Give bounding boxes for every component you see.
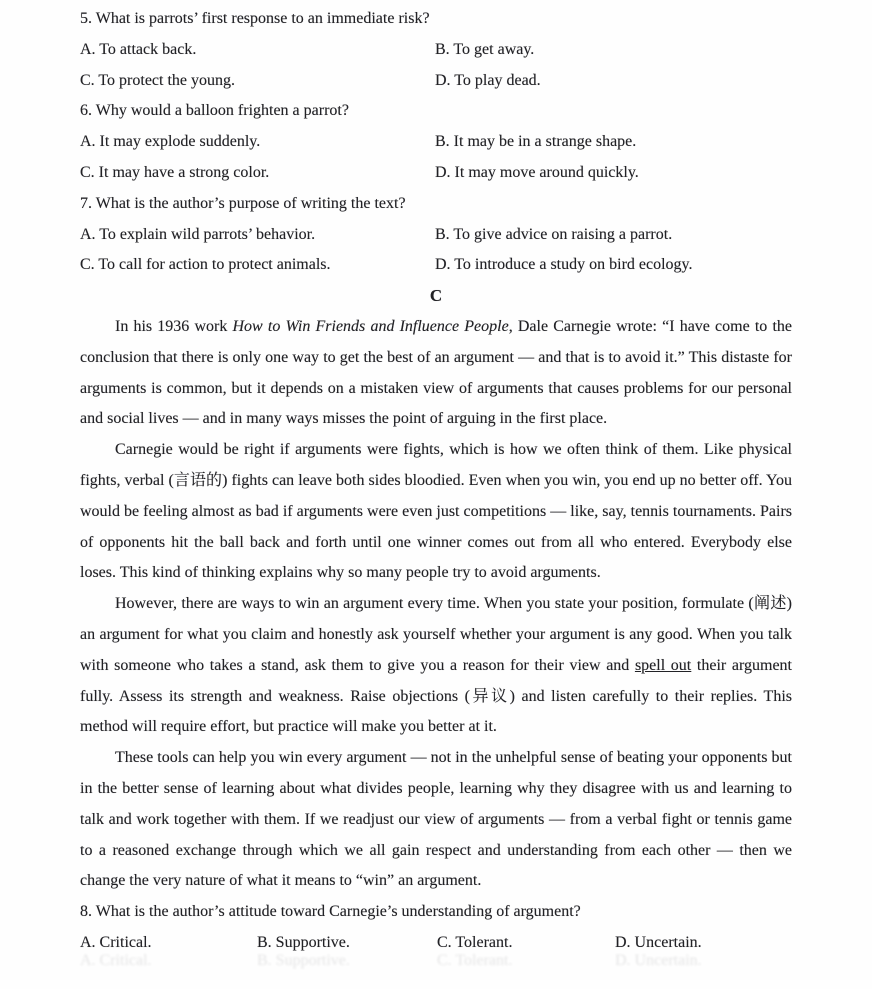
underlined-term: spell out [634,656,692,674]
question-7-stem: 7. What is the author’s purpose of writing the text? [80,194,406,212]
exam-content [80,4,792,959]
paragraph-3-post: their argument fully. Assess its strength and weakness. Raise objections (异议) and listen carefully to their replies. This method will require effort, but practice will make you better at it. [80,656,792,736]
question-5-option-c: C. To protect the young. [80,71,236,89]
passage-paragraph-4: These tools can help you win every argument — not in the unhelpful sense of beating your opponents but in the better sense of learning about what divides people, learning why they disagree with us and learning to talk and work together with them. If we readjust our view of arguments — from a verbal fight or tennis game to a reasoned exchange through which we all gain respect and understanding from each other — then we change the very nature of what it means to “win” an argument. [80,749,792,890]
question-7-option-b: B. To give advice on raising a parrot. [435,225,673,243]
passage-paragraph-2: Carnegie would be right if arguments were fights, which is how we often think of them. Like physical fights, verbal (言语的) fights can leave both sides bloodied. Even when you win, you end up no better off. You would be feeling almost as bad if arguments were even just competitions — like, say, tennis tournaments. Pairs of opponents hit the ball back and forth until one winner comes out from all who entered. Everybody else loses. This kind of thinking explains why so many people try to avoid arguments. [80,441,792,582]
paragraph-1-pre: In his 1936 work [115,317,233,335]
passage-paragraph-1 [80,312,792,435]
question-7-option-a: A. To explain wild parrots’ behavior. [80,225,316,243]
scan-ghost-option-d: D. Uncertain. [615,952,702,969]
question-6-option-c: C. It may have a strong color. [80,163,270,181]
question-8-option-b: B. Supportive. [257,933,350,951]
question-8-stem: 8. What is the author’s attitude toward Carnegie’s understanding of argument? [80,903,581,921]
question-5-option-d: D. To play dead. [435,71,541,89]
question-7-option-d: D. To introduce a study on bird ecology. [435,256,693,274]
book-title: How to Win Friends and Influence People [232,317,509,335]
question-6-option-d: D. It may move around quickly. [435,163,639,181]
passage-paragraph-3 [80,589,792,743]
question-5-option-a: A. To attack back. [80,40,197,58]
question-6-option-b: B. It may be in a strange shape. [435,133,637,151]
question-8-option-d: D. Uncertain. [615,933,702,951]
question-7-options-row-2 [80,250,792,281]
question-7-options-row-1 [80,220,792,251]
scan-ghost-option-c: C. Tolerant. [437,952,513,969]
question-6-stem: 6. Why would a balloon frighten a parrot? [80,102,349,120]
paragraph-1-post: , Dale Carnegie wrote: “I have come to the conclusion that there is only one way to get the best of an argument — and that is to avoid it.” This distaste for arguments is common, but it depends on a mistaken view of arguments that causes problems for our personal and social lives — and in many ways misses the point of arguing in the first place. [80,317,792,428]
question-5-option-b: B. To get away. [435,40,535,58]
question-5-options-row-1 [80,35,792,66]
question-6-options-row-1 [80,127,792,158]
question-5-options-row-2 [80,66,792,97]
question-6-options-row-2 [80,158,792,189]
scan-ghost-option-a: A. Critical. [80,952,152,969]
question-7-option-c: C. To call for action to protect animals. [80,256,331,274]
question-5-stem: 5. What is parrots’ first response to an immediate risk? [80,10,430,27]
scan-ghost-option-b: B. Supportive. [257,952,350,969]
paragraph-3-pre: However, there are ways to win an argument every time. When you state your position, formulate (阐述) an argument for what you claim and honestly ask yourself whether your argument is any good. When you talk with someone who takes a stand, ask them to give you a reason for their view and [80,595,792,674]
question-8-option-c: C. Tolerant. [437,933,513,951]
scan-ghost-row [80,946,792,977]
question-6-option-a: A. It may explode suddenly. [80,133,261,151]
question-8-option-a: A. Critical. [80,933,152,951]
section-c-heading: C [429,286,443,306]
